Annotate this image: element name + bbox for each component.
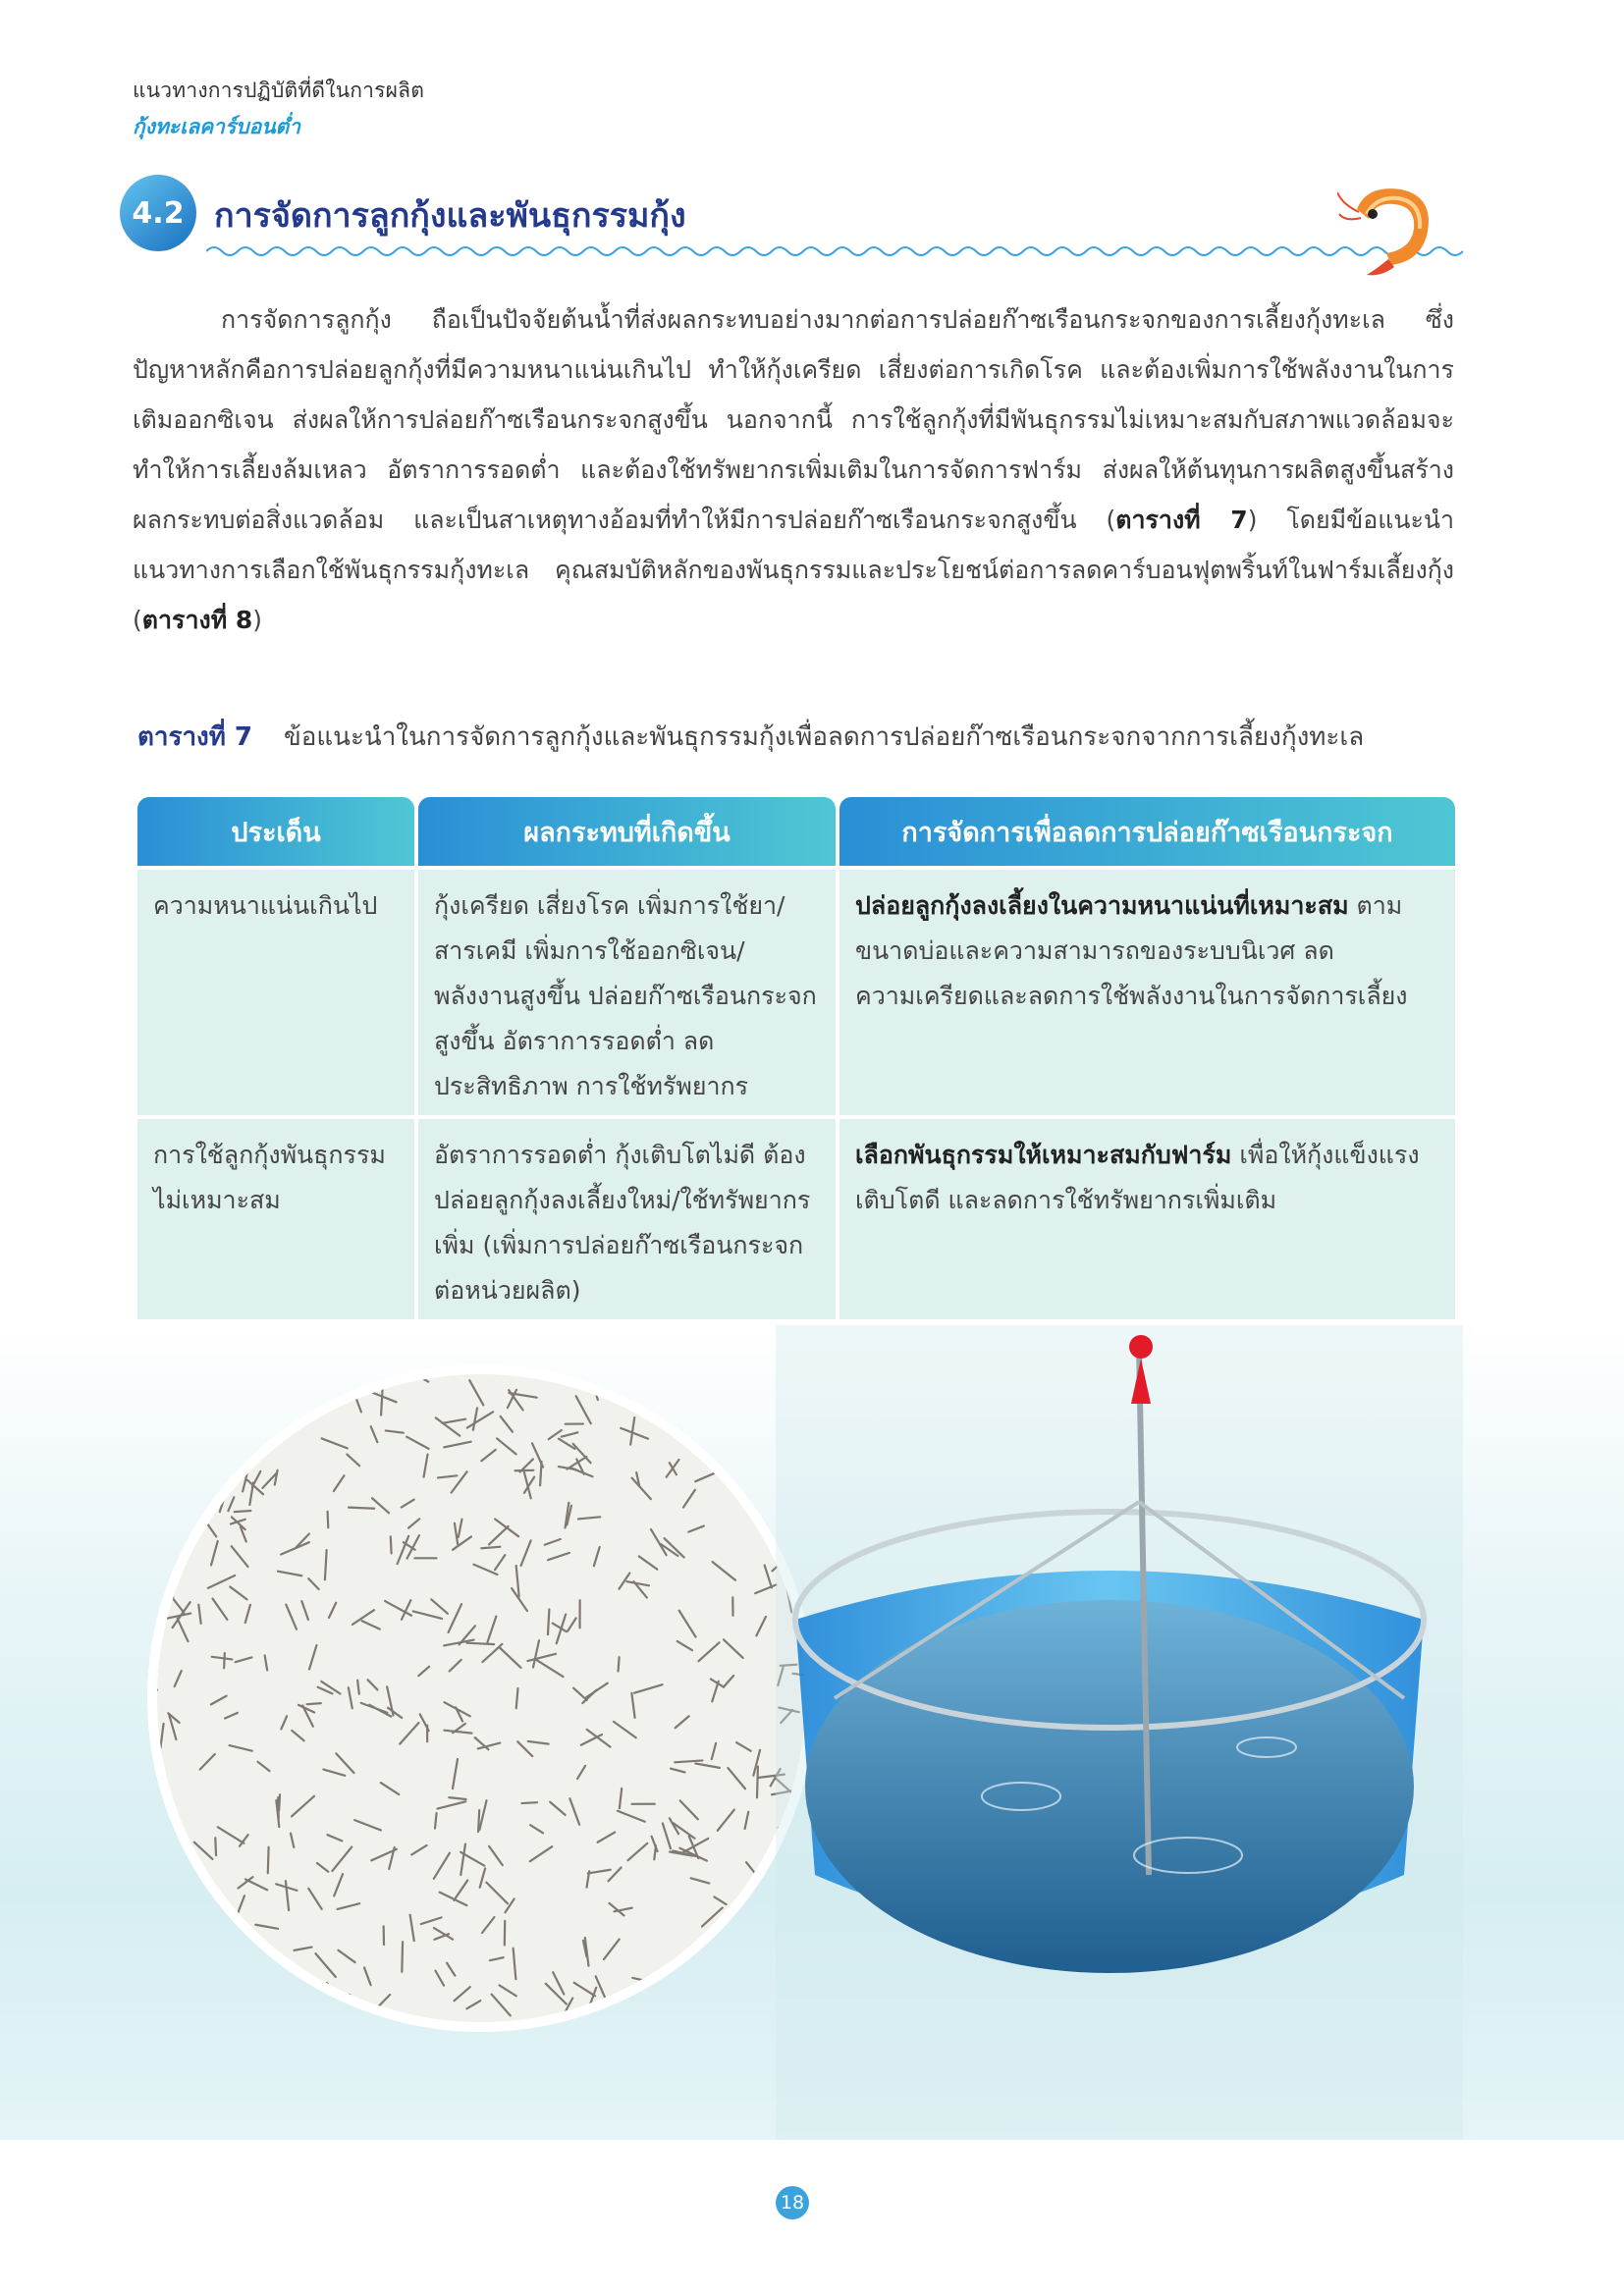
cell-impact: อัตราการรอดต่ำ กุ้งเติบโตไม่ดี ต้องปล่อยลูกกุ้งลงเลี้ยงใหม่/ใช้ทรัพยากรเพิ่ม (เพิ่มการปล่อยก๊าซเรือนกระจกต่อหน่วยผลิต)	[418, 1119, 836, 1319]
larva-stroke	[671, 1769, 684, 1773]
larva-stroke	[677, 1641, 692, 1650]
larva-stroke	[449, 1797, 465, 1799]
larva-stroke	[545, 1539, 561, 1545]
larva-stroke	[431, 1599, 448, 1613]
cell-management	[839, 1119, 1455, 1319]
larva-stroke	[332, 1847, 352, 1871]
larva-stroke	[469, 1380, 483, 1405]
larva-stroke	[516, 1688, 518, 1708]
larva-stroke	[295, 1948, 312, 1950]
para-part3: )	[252, 606, 263, 634]
larva-stroke	[220, 1497, 225, 1513]
larva-stroke	[308, 1889, 321, 1909]
header-subtitle: กุ้งทะเลคาร์บอนต่ำ	[133, 115, 300, 138]
larva-stroke	[212, 1657, 233, 1660]
larva-stroke	[628, 1843, 648, 1860]
table-header-row	[137, 797, 1455, 866]
larva-stroke	[581, 1735, 602, 1745]
wave-divider	[206, 243, 1463, 259]
larva-stroke	[391, 1536, 392, 1553]
larva-stroke	[548, 1609, 549, 1634]
larva-stroke	[724, 1639, 743, 1658]
larva-stroke	[203, 1518, 216, 1536]
larva-stroke	[440, 1893, 467, 1905]
larva-stroke	[194, 1842, 213, 1859]
larva-stroke	[631, 1693, 634, 1718]
para-part1: การจัดการลูกกุ้ง ถือเป็นปัจจัยต้นน้ำที่ส่งผลกระทบอย่างมากต่อการปล่อยก๊าซเรือนกระจกของการเลี้ยงกุ้งทะเล ซึ่งปัญหาหลักคือการปล่อยลูกกุ้งที่มีความหนาแน่นเกินไป ทำให้กุ้งเครียด เสี่ยงต่อการเกิดโรค และต้องเพิ่มการใช้พลังงานในการเติมออกซิเจน ส่งผลให้การปล่อยก๊าซเรือนกระจกสูงขึ้น นอกจากนี้ การใช้ลูกกุ้งที่มีพันธุกรรมไม่เหมาะสมกับสภาพแวดล้อมจะทำให้การเลี้ยงล้มเหลว อัตราการรอดต่ำ และต้องใช้ทรัพยากรเพิ่มเติมในการจัดการฟาร์ม ส่งผลให้ต้นทุนการผลิตสูงขึ้นสร้างผลกระทบต่อสิ่งแวดล้อม และเป็นสาเหตุทางอ้อมที่ทำให้มีการปล่อยก๊าซเรือนกระจกสูงขึ้น (	[133, 305, 1454, 534]
table-caption-text: ข้อแนะนำในการจัดการลูกกุ้งและพันธุกรรมกุ้งเพื่อลดการปล่อยก๊าซเรือนกระจกจากการเลี้ยงกุ้งทะเล	[284, 722, 1365, 752]
larva-stroke	[225, 1713, 238, 1719]
larva-stroke	[559, 1467, 576, 1469]
larva-stroke	[309, 1645, 316, 1669]
larva-stroke	[286, 1881, 289, 1910]
larva-stroke	[699, 1642, 720, 1661]
larva-stroke	[329, 1603, 336, 1618]
larva-stroke	[634, 1684, 663, 1692]
shrimp-icon	[1337, 175, 1445, 283]
larva-stroke	[400, 1723, 418, 1744]
larva-stroke	[224, 1653, 225, 1668]
larva-stroke	[355, 1396, 361, 1412]
table-header-issue: ประเด็น	[137, 797, 414, 866]
larva-stroke	[200, 1754, 215, 1770]
larva-stroke	[745, 1812, 749, 1829]
section-number-badge: 4.2	[120, 175, 196, 251]
larva-stroke	[372, 1995, 391, 2013]
larva-stroke	[527, 1654, 556, 1661]
larva-stroke	[514, 1949, 516, 1979]
larva-stroke	[255, 1925, 278, 1929]
larva-stroke	[517, 1741, 532, 1756]
larva-stroke	[489, 1846, 503, 1865]
larva-stroke	[679, 1611, 696, 1637]
larva-stroke	[598, 1833, 616, 1842]
larva-stroke	[482, 1644, 502, 1662]
larva-stroke	[338, 1950, 354, 1962]
larva-stroke	[424, 1455, 428, 1477]
header-title: แนวทางการปฏิบัติที่ดีในการผลิต	[133, 79, 425, 102]
larva-stroke	[455, 1523, 458, 1544]
larva-stroke	[604, 1940, 620, 1959]
cell-impact: กุ้งเครียด เสี่ยงโรค เพิ่มการใช้ยา/สารเคมี เพิ่มการใช้ออกซิเจน/พลังงานสูงขึ้น ปล่อยก๊าซเรือนกระจกสูงขึ้น อัตราการรอดต่ำ ลดประสิทธิภาพ การใช้ทรัพยากร	[418, 870, 836, 1115]
table-caption-label: ตารางที่ 7	[137, 722, 253, 752]
larva-stroke	[553, 1624, 567, 1632]
larva-stroke	[550, 1802, 565, 1815]
larva-stroke	[460, 1844, 465, 1875]
larva-stroke	[361, 1703, 388, 1713]
larva-stroke	[198, 1605, 200, 1624]
larva-stroke	[482, 1917, 494, 1933]
larva-stroke	[691, 1878, 710, 1883]
larva-stroke	[654, 1845, 656, 1859]
larva-stroke	[215, 1838, 216, 1855]
nursery-net-photo	[776, 1325, 1463, 2140]
larva-stroke	[292, 1731, 303, 1740]
larva-stroke	[444, 1731, 471, 1734]
larva-stroke	[578, 1517, 600, 1519]
larva-stroke	[435, 1813, 437, 1828]
larva-stroke	[404, 1374, 428, 1382]
larva-stroke	[459, 1520, 462, 1537]
larva-stroke	[618, 1811, 645, 1822]
larva-stroke	[755, 1584, 776, 1593]
larva-stroke	[175, 1671, 182, 1686]
larva-stroke	[357, 1681, 359, 1694]
larva-stroke	[500, 1985, 516, 1996]
larva-stroke	[349, 1687, 352, 1708]
larva-stroke	[626, 1581, 649, 1585]
larva-stroke	[497, 1438, 515, 1454]
larva-stroke	[368, 1680, 378, 1689]
table-header-impact: ผลกระทบที่เกิดขึ้น	[418, 797, 836, 866]
larva-stroke	[243, 1462, 249, 1491]
larva-stroke	[362, 1621, 380, 1629]
larva-stroke	[473, 1408, 477, 1429]
larva-stroke	[490, 1957, 504, 1960]
larva-stroke	[455, 1987, 470, 2001]
larva-stroke	[537, 1660, 564, 1677]
larva-stroke	[381, 1386, 383, 1415]
larva-stroke	[521, 1540, 531, 1566]
ref-table-8: ตารางที่ 8	[141, 606, 253, 634]
larva-stroke	[474, 1565, 498, 1575]
larva-stroke	[444, 1442, 470, 1448]
larva-stroke	[530, 1825, 543, 1833]
shrimp-larvae-photo	[147, 1364, 815, 2032]
larva-stroke	[364, 1967, 371, 1985]
larva-stroke	[621, 1428, 648, 1439]
larva-stroke	[481, 1547, 500, 1548]
larva-stroke	[530, 1846, 552, 1861]
larva-stroke	[349, 1508, 374, 1509]
larva-stroke	[278, 1797, 279, 1819]
larva-stroke	[402, 1942, 403, 1972]
larva-stroke	[573, 1688, 587, 1700]
table-row	[137, 870, 1455, 1115]
table-caption	[137, 717, 1364, 757]
larva-stroke	[688, 1526, 704, 1532]
larva-stroke	[718, 1810, 734, 1831]
larva-stroke	[683, 1490, 695, 1508]
larva-stroke	[713, 1562, 735, 1580]
larva-stroke	[478, 1810, 479, 1832]
larva-stroke	[500, 1647, 521, 1668]
larva-stroke	[630, 1417, 634, 1445]
larva-stroke	[443, 1419, 466, 1423]
cell-management-bold: ปล่อยลูกกุ้งลงเลี้ยงในความหนาแน่นที่เหมาะสม	[855, 891, 1349, 920]
larva-stroke	[245, 1879, 267, 1890]
larva-stroke	[235, 1511, 251, 1512]
larva-stroke	[466, 2001, 480, 2008]
larva-stroke	[577, 1766, 585, 1779]
larva-stroke	[371, 1426, 378, 1442]
larva-stroke	[170, 1594, 184, 1612]
larva-stroke	[516, 1566, 519, 1596]
larva-stroke	[398, 1536, 409, 1564]
larva-stroke	[418, 1667, 429, 1676]
larva-stroke	[528, 1741, 549, 1744]
larva-stroke	[449, 1604, 461, 1632]
cell-management-bold: เลือกพันธุกรรมให้เหมาะสมกับฟาร์ม	[855, 1141, 1232, 1169]
larva-stroke	[479, 1800, 486, 1830]
larva-stroke	[724, 1676, 733, 1687]
larva-stroke	[334, 1475, 345, 1491]
larva-stroke	[413, 1611, 442, 1619]
larva-stroke	[307, 1703, 321, 1704]
larva-stroke	[453, 1536, 471, 1549]
larva-stroke	[328, 1512, 329, 1527]
section-title: การจัดการลูกกุ้งและพันธุกรรมกุ้ง	[214, 196, 686, 236]
larva-stroke	[676, 1716, 689, 1728]
larva-stroke	[178, 1619, 189, 1641]
larva-stroke	[557, 1615, 566, 1644]
larva-stroke	[211, 1696, 227, 1705]
larva-stroke	[160, 1724, 163, 1748]
larva-stroke	[452, 1471, 467, 1492]
larva-stroke	[252, 1471, 261, 1487]
table-7	[137, 797, 1455, 1319]
larva-stroke	[281, 1716, 287, 1729]
larva-stroke	[481, 1450, 495, 1461]
larva-stroke	[325, 1550, 327, 1579]
larva-stroke	[467, 1643, 495, 1644]
larva-stroke	[582, 1690, 596, 1703]
larva-stroke	[265, 1655, 268, 1670]
larva-stroke	[291, 1834, 294, 1847]
larva-stroke	[408, 1519, 419, 1527]
running-header	[133, 75, 424, 143]
larva-stroke	[338, 1903, 360, 1909]
larva-stroke	[258, 1762, 270, 1771]
table-header-management: การจัดการเพื่อลดการปล่อยก๊าซเรือนกระจก	[839, 797, 1455, 866]
larva-stroke	[576, 1396, 591, 1423]
larva-stroke	[549, 1430, 562, 1439]
larva-stroke	[495, 1555, 505, 1570]
larva-stroke	[492, 1995, 511, 2016]
larva-stroke	[328, 1835, 343, 1841]
larva-stroke	[588, 1870, 611, 1874]
larva-stroke	[301, 1601, 308, 1620]
larva-stroke	[292, 1796, 314, 1817]
larva-stroke	[211, 1541, 218, 1565]
larva-stroke	[245, 1605, 250, 1623]
larva-stroke	[632, 1478, 651, 1499]
larva-stroke	[327, 1983, 335, 1996]
larva-stroke	[746, 1862, 757, 1876]
larva-stroke	[548, 1553, 569, 1560]
larva-stroke	[702, 1907, 723, 1926]
larva-stroke	[695, 1469, 724, 1481]
larva-stroke	[521, 1802, 537, 1803]
larva-stroke	[757, 1767, 758, 1798]
larva-stroke	[322, 1438, 348, 1448]
table-row	[137, 1119, 1455, 1319]
cell-management	[839, 870, 1455, 1115]
larva-stroke	[435, 1971, 444, 1986]
larva-stroke	[334, 1874, 343, 1896]
larva-stroke	[450, 1660, 461, 1672]
larva-stroke	[553, 1972, 564, 1994]
larva-stroke	[501, 1416, 513, 1432]
larva-stroke	[438, 1475, 457, 1477]
larva-stroke	[486, 1883, 508, 1904]
larva-stroke	[675, 1760, 702, 1762]
larva-stroke	[286, 1605, 297, 1629]
larva-stroke	[235, 1896, 244, 1922]
larva-stroke	[236, 1657, 252, 1662]
larva-stroke	[330, 1994, 350, 1995]
larva-stroke	[569, 1798, 579, 1824]
larva-stroke	[212, 1599, 227, 1620]
larva-stroke	[714, 1896, 726, 1904]
larvae-illustration	[157, 1374, 805, 2022]
cell-management-text: เพื่อให้กุ้งแข็งแรง เติบโตดี และลดการใช้ทรัพยากรเพิ่มเติม	[855, 1141, 1420, 1214]
larva-stroke	[371, 1392, 396, 1402]
larva-stroke	[218, 1827, 244, 1843]
larva-stroke	[639, 1556, 658, 1569]
cell-issue: ความหนาแน่นเกินไป	[137, 870, 414, 1115]
larva-stroke	[437, 1801, 465, 1808]
larva-stroke	[336, 1753, 353, 1773]
larva-stroke	[411, 1845, 426, 1855]
larva-stroke	[308, 1578, 318, 1589]
larva-stroke	[574, 1983, 595, 1996]
larva-stroke	[467, 1412, 493, 1427]
larva-stroke	[587, 1730, 611, 1747]
ref-table-7: ตารางที่ 7	[1115, 506, 1248, 534]
larva-stroke	[228, 1497, 234, 1511]
page-number: 18	[776, 2186, 809, 2219]
larva-stroke	[381, 1783, 400, 1794]
larva-stroke	[421, 1917, 442, 1924]
larva-stroke	[454, 1880, 467, 1899]
larva-stroke	[160, 1614, 190, 1621]
larva-stroke	[488, 1617, 497, 1642]
larva-stroke	[728, 1768, 745, 1789]
larva-stroke	[447, 1963, 455, 1976]
larva-stroke	[406, 1437, 428, 1449]
larva-stroke	[533, 1640, 539, 1667]
larva-stroke	[197, 1859, 205, 1873]
larva-stroke	[614, 1722, 636, 1737]
larva-stroke	[230, 1745, 252, 1751]
larva-stroke	[232, 1546, 248, 1567]
larva-stroke	[410, 1915, 414, 1941]
larva-stroke	[317, 1863, 328, 1872]
larva-stroke	[594, 1547, 600, 1566]
larva-stroke	[315, 1953, 335, 1977]
para-part2: ) โดยมีข้อแนะนำแนวทางการเลือกใช้พันธุกรรมกุ้งทะเล คุณสมบัติหลักของพันธุกรรมและประโยชน์ต่อการลดคาร์บอนฟุตพริ้นท์ในฟาร์มเลี้ยงกุ้ง (	[133, 506, 1454, 634]
larva-stroke	[765, 1566, 772, 1588]
larva-stroke	[402, 1500, 414, 1508]
larva-stroke	[281, 1542, 309, 1554]
larva-stroke	[620, 1789, 622, 1808]
larva-stroke	[278, 1572, 301, 1576]
larva-stroke	[347, 1455, 359, 1467]
larva-stroke	[568, 1618, 575, 1630]
larva-stroke	[619, 1657, 620, 1671]
intro-paragraph	[133, 294, 1454, 645]
larva-stroke	[372, 1498, 389, 1513]
larva-stroke	[663, 1823, 671, 1848]
larva-stroke	[756, 1617, 766, 1635]
larva-stroke	[354, 1820, 381, 1830]
larva-stroke	[505, 1898, 514, 1912]
larva-stroke	[680, 1800, 698, 1819]
larva-stroke	[736, 1742, 751, 1751]
larva-stroke	[268, 1847, 269, 1874]
larva-stroke	[434, 1853, 450, 1879]
larva-stroke	[596, 1976, 607, 2001]
larva-stroke	[453, 1759, 458, 1789]
larva-stroke	[230, 1587, 246, 1600]
larva-stroke	[695, 1764, 720, 1768]
larva-stroke	[562, 1432, 578, 1436]
larva-stroke	[712, 1743, 716, 1759]
cell-management-text: ตามขนาดบ่อและความสามารถของระบบนิเวศ ลดความเครียดและลดการใช้พลังงานในการจัดการเลี้ยง	[855, 891, 1408, 1010]
larva-stroke	[386, 1430, 404, 1432]
larva-stroke	[489, 1526, 509, 1544]
larva-stroke	[387, 1686, 393, 1715]
larva-stroke	[480, 1868, 485, 1887]
cell-issue: การใช้ลูกกุ้งพันธุกรรมไม่เหมาะสม	[137, 1119, 414, 1319]
larva-stroke	[323, 1770, 345, 1776]
larva-stroke	[540, 1462, 541, 1485]
larva-stroke	[651, 1529, 667, 1555]
